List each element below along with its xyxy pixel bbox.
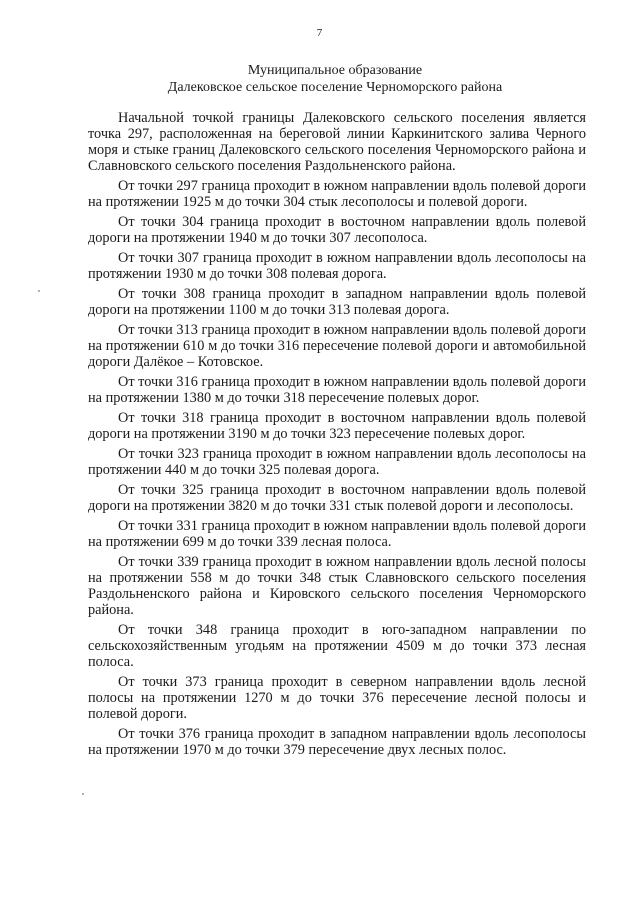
- scan-speck: [38, 290, 40, 292]
- paragraph-11: От точки 331 граница проходит в южном направлении вдоль полевой дороги на протяжении 699 м до точки 339 лесная полоса.: [88, 518, 586, 550]
- paragraph-6: От точки 313 граница проходит в южном направлении вдоль полевой дороги на протяжении 610 м до точки 316 пересечение полевой дороги и автомобильной дороги Далёкое – Котовское.: [88, 322, 586, 370]
- paragraph-2: От точки 297 граница проходит в южном направлении вдоль полевой дороги на протяжении 1925 м до точки 304 стык лесополосы и полевой дороги.: [88, 178, 586, 210]
- paragraph-5: От точки 308 граница проходит в западном направлении вдоль полевой дороги на протяжении 1100 м до точки 313 полевая дорога.: [88, 286, 586, 318]
- paragraph-12: От точки 339 граница проходит в южном направлении вдоль лесной полосы на протяжении 558 м до точки 348 стык Славновского сельского поселения Раздольненского района и Кировского сельского поселения Черноморского района.: [88, 554, 586, 618]
- document-heading: [40, 62, 630, 96]
- document-body: [88, 110, 586, 762]
- paragraph-7: От точки 316 граница проходит в южном направлении вдоль полевой дороги на протяжении 1380 м до точки 318 пересечение полевых дорог.: [88, 374, 586, 406]
- paragraph-14: От точки 373 граница проходит в северном направлении вдоль лесной полосы на протяжении 1270 м до точки 376 пересечение лесной полосы и полевой дороги.: [88, 674, 586, 722]
- page-number: 7: [316, 27, 323, 39]
- paragraph-4: От точки 307 граница проходит в южном направлении вдоль лесополосы на протяжении 1930 м до точки 308 полевая дорога.: [88, 250, 586, 282]
- heading-line-1: Муниципальное образование: [247, 63, 423, 78]
- heading-line-2: Далековское сельское поселение Черноморского района: [167, 80, 503, 95]
- scan-speck: [82, 793, 84, 795]
- paragraph-1: Начальной точкой границы Далековского сельского поселения является точка 297, расположенная на береговой линии Каркинитского залива Черного моря и стыке границ Далековского сельского поселения Черноморского района и Славновского сельского поселения Раздольненского района.: [88, 110, 586, 174]
- paragraph-15: От точки 376 граница проходит в западном направлении вдоль лесополосы на протяжении 1970 м до точки 379 пересечение двух лесных полос.: [88, 726, 586, 758]
- paragraph-3: От точки 304 граница проходит в восточном направлении вдоль полевой дороги на протяжении 1940 м до точки 307 лесополоса.: [88, 214, 586, 246]
- paragraph-9: От точки 323 граница проходит в южном направлении вдоль лесополосы на протяжении 440 м до точки 325 полевая дорога.: [88, 446, 586, 478]
- paragraph-10: От точки 325 граница проходит в восточном направлении вдоль полевой дороги на протяжении 3820 м до точки 331 стык полевой дороги и лесополосы.: [88, 482, 586, 514]
- paragraph-8: От точки 318 граница проходит в восточном направлении вдоль полевой дороги на протяжении 3190 м до точки 323 пересечение полевых дорог.: [88, 410, 586, 442]
- paragraph-13: От точки 348 граница проходит в юго-западном направлении по сельскохозяйственным угодьям на протяжении 4509 м до точки 373 лесная полоса.: [88, 622, 586, 670]
